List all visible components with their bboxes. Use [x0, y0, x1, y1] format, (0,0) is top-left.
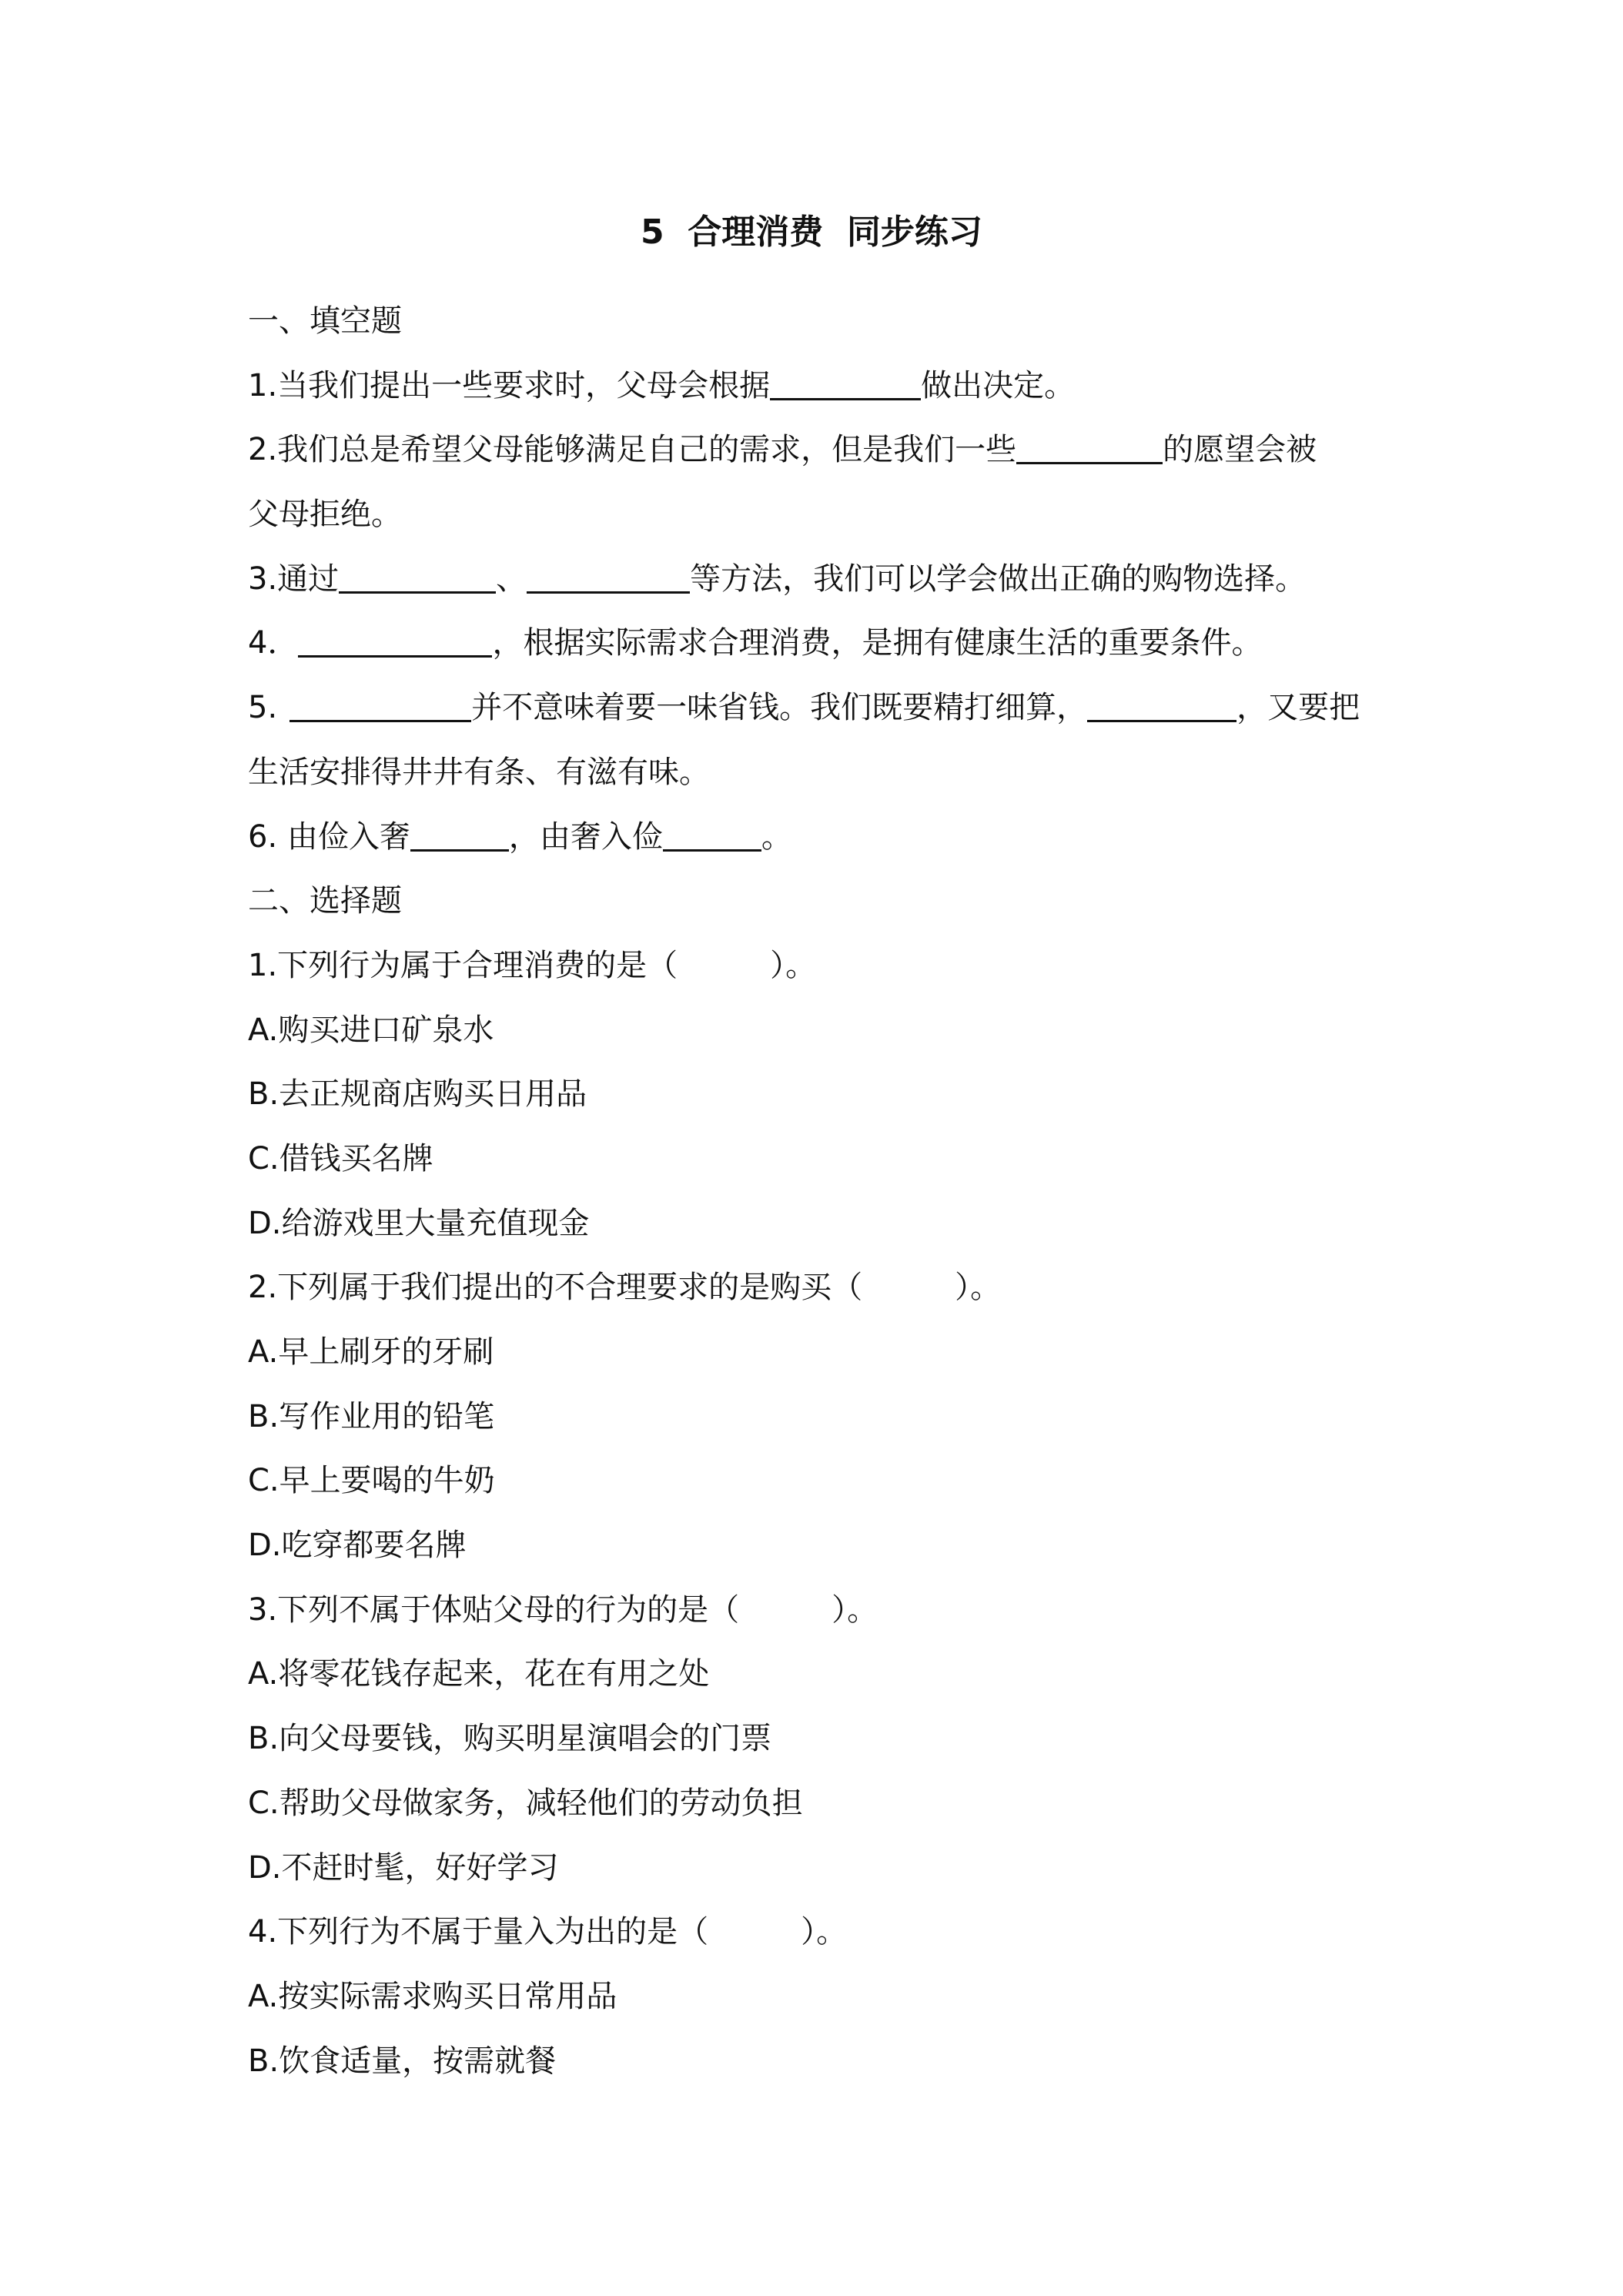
answer-blank[interactable]: [289, 684, 471, 722]
fill-question-2: [248, 418, 1387, 483]
fill-question-3: [248, 547, 1387, 612]
choice-option-a: A.将零花钱存起来，花在有用之处: [248, 1656, 710, 1692]
question-text: 4．: [248, 625, 299, 661]
question-text: ，又要把: [1236, 690, 1360, 726]
question-text: 6. 由俭入奢: [248, 818, 410, 855]
choice-question-2-stem: [248, 1256, 1387, 1320]
question-text: ，根据实际需求合理消费，是拥有健康生活的重要条件。: [492, 625, 1263, 661]
page-title: 5 合理消费 同步练习: [641, 213, 982, 252]
choice-option-c: C.早上要喝的牛奶: [248, 1463, 495, 1499]
answer-blank[interactable]: [770, 363, 921, 400]
question-text: 做出决定。: [921, 367, 1076, 403]
question-text: 3.下列不属于体贴父母的行为的是（: [248, 1591, 740, 1628]
question-text: ）。: [832, 1591, 878, 1628]
question-text: 1.下列行为属于合理消费的是（: [248, 947, 678, 983]
question-text: ）。: [770, 947, 817, 983]
question-text: 的愿望会被: [1163, 432, 1317, 468]
fill-question-2-continued: 父母拒绝。: [248, 497, 402, 533]
choice-option-a: A.早上刷牙的牙刷: [248, 1334, 494, 1370]
choice-question-4-stem: [248, 1900, 1387, 1965]
answer-blank[interactable]: [410, 814, 509, 852]
fill-question-5: [248, 676, 1387, 741]
choice-option-d: D.吃穿都要名牌: [248, 1528, 467, 1564]
answer-blank[interactable]: [663, 814, 761, 852]
choice-option-d: D.给游戏里大量充值现金: [248, 1205, 590, 1241]
answer-blank[interactable]: [1016, 427, 1163, 464]
section-heading-multiple-choice: 二、选择题: [248, 883, 402, 919]
fill-question-5-continued: 生活安排得井井有条、有滋有味。: [248, 754, 710, 790]
answer-blank[interactable]: [298, 620, 492, 658]
choice-option-a: A.按实际需求购买日常用品: [248, 1978, 617, 2014]
question-text: 等方法，我们可以学会做出正确的购物选择。: [690, 561, 1307, 597]
choice-option-b: B.饮食适量，按需就餐: [248, 2043, 557, 2079]
choice-option-b: B.去正规商店购买日用品: [248, 1076, 587, 1113]
section-heading-fill-blank: 一、填空题: [248, 303, 402, 339]
choice-question-3-stem: [248, 1578, 1387, 1643]
choice-option-c: C.借钱买名牌: [248, 1140, 433, 1176]
choice-option-a: A.购买进口矿泉水: [248, 1012, 494, 1048]
answer-blank[interactable]: [339, 556, 496, 594]
worksheet-content: [248, 290, 1387, 2094]
question-text: ，由奢入俭: [508, 818, 663, 855]
fill-question-6: [248, 805, 1387, 870]
fill-question-1: [248, 354, 1387, 419]
choice-option-d: D.不赶时髦，好好学习: [248, 1849, 559, 1886]
question-text: 、: [496, 561, 527, 597]
choice-option-b: B.写作业用的铅笔: [248, 1398, 495, 1434]
fill-question-4: [248, 611, 1387, 676]
question-text: 并不意味着要一味省钱。我们既要精打细算，: [471, 690, 1088, 726]
question-text: 4.下列行为不属于量入为出的是（: [248, 1914, 709, 1950]
question-text: 3.通过: [248, 561, 340, 597]
question-text: 2.我们总是希望父母能够满足自己的需求，但是我们一些: [248, 432, 1017, 468]
question-text: 5.: [248, 690, 278, 726]
question-text: 2.下列属于我们提出的不合理要求的是购买（: [248, 1270, 863, 1306]
choice-option-b: B.向父母要钱，购买明星演唱会的门票: [248, 1721, 772, 1757]
choice-option-c: C.帮助父母做家务，减轻他们的劳动负担: [248, 1785, 803, 1821]
question-text: 。: [761, 818, 792, 855]
answer-blank[interactable]: [1087, 684, 1236, 722]
question-text: ）。: [955, 1270, 1002, 1306]
question-text: ）。: [801, 1914, 848, 1950]
choice-question-1-stem: [248, 934, 1387, 999]
answer-blank[interactable]: [527, 556, 690, 594]
question-text: 1.当我们提出一些要求时，父母会根据: [248, 367, 771, 403]
